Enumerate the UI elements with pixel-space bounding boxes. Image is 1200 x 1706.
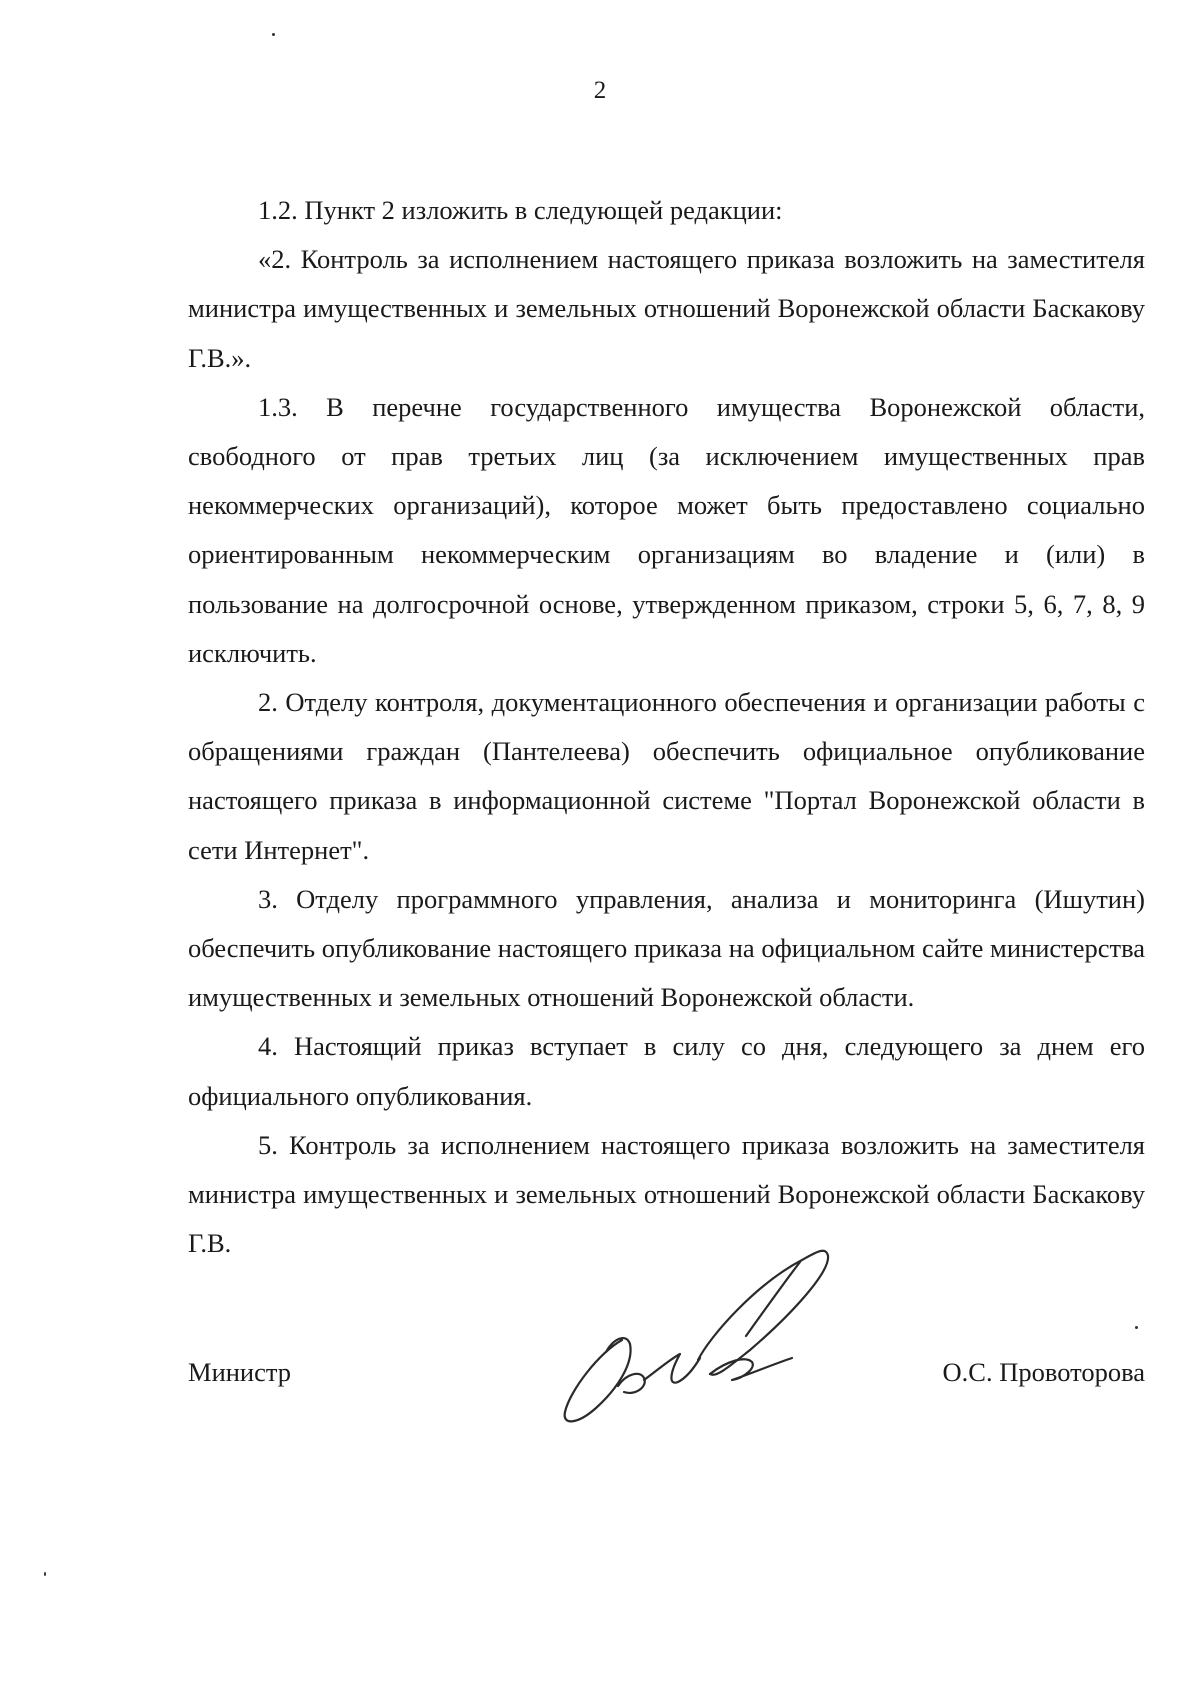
signatory-name: О.С. Провоторова	[942, 1357, 1145, 1387]
paragraph-4: 4. Настоящий приказ вступает в силу со дня, следующего за днем его официального опубликования.	[188, 1031, 1145, 1111]
scan-speck	[272, 33, 275, 36]
paragraph-1-3: 1.3. В перечне государственного имущества Воронежской области, свободного от прав третьих лиц (за исключением имущественных прав некоммерческих организаций), которое может быть предоставлено социально ориентированным некоммерческим организациям во владение и (или) в пользование на долгосрочной основе, утвержденном приказом, строки 5, 6, 7, 8, 9 исключить.	[188, 391, 1145, 668]
paragraph-quoted-item-2: «2. Контроль за исполнением настоящего приказа возложить на заместителя министра имущественных и земельных отношений Воронежской области Баскакову Г.В.».	[188, 244, 1145, 373]
scan-speck	[1135, 1326, 1138, 1329]
document-body	[188, 186, 1145, 1268]
handwritten-signature	[560, 1240, 880, 1430]
signatory-title: Министр	[188, 1357, 292, 1387]
paragraph-1-2: 1.2. Пункт 2 изложить в следующей редакции:	[258, 195, 783, 225]
paragraph-2: 2. Отделу контроля, документационного обеспечения и организации работы с обращениями граждан (Пантелеева) обеспечить официальное опубликование настоящего приказа в информационной системе "Портал Воронежской области в сети Интернет".	[188, 687, 1145, 865]
page-number: 2	[593, 77, 607, 104]
paragraph-5: 5. Контроль за исполнением настоящего приказа возложить на заместителя министра имущественных и земельных отношений Воронежской области Баскакову Г.В.	[188, 1129, 1145, 1259]
scan-speck	[44, 1572, 46, 1576]
paragraph-3: 3. Отделу программного управления, анализа и мониторинга (Ишутин) обеспечить опубликование настоящего приказа на официальном сайте министерства имущественных и земельных отношений Воронежской области.	[188, 883, 1145, 1013]
